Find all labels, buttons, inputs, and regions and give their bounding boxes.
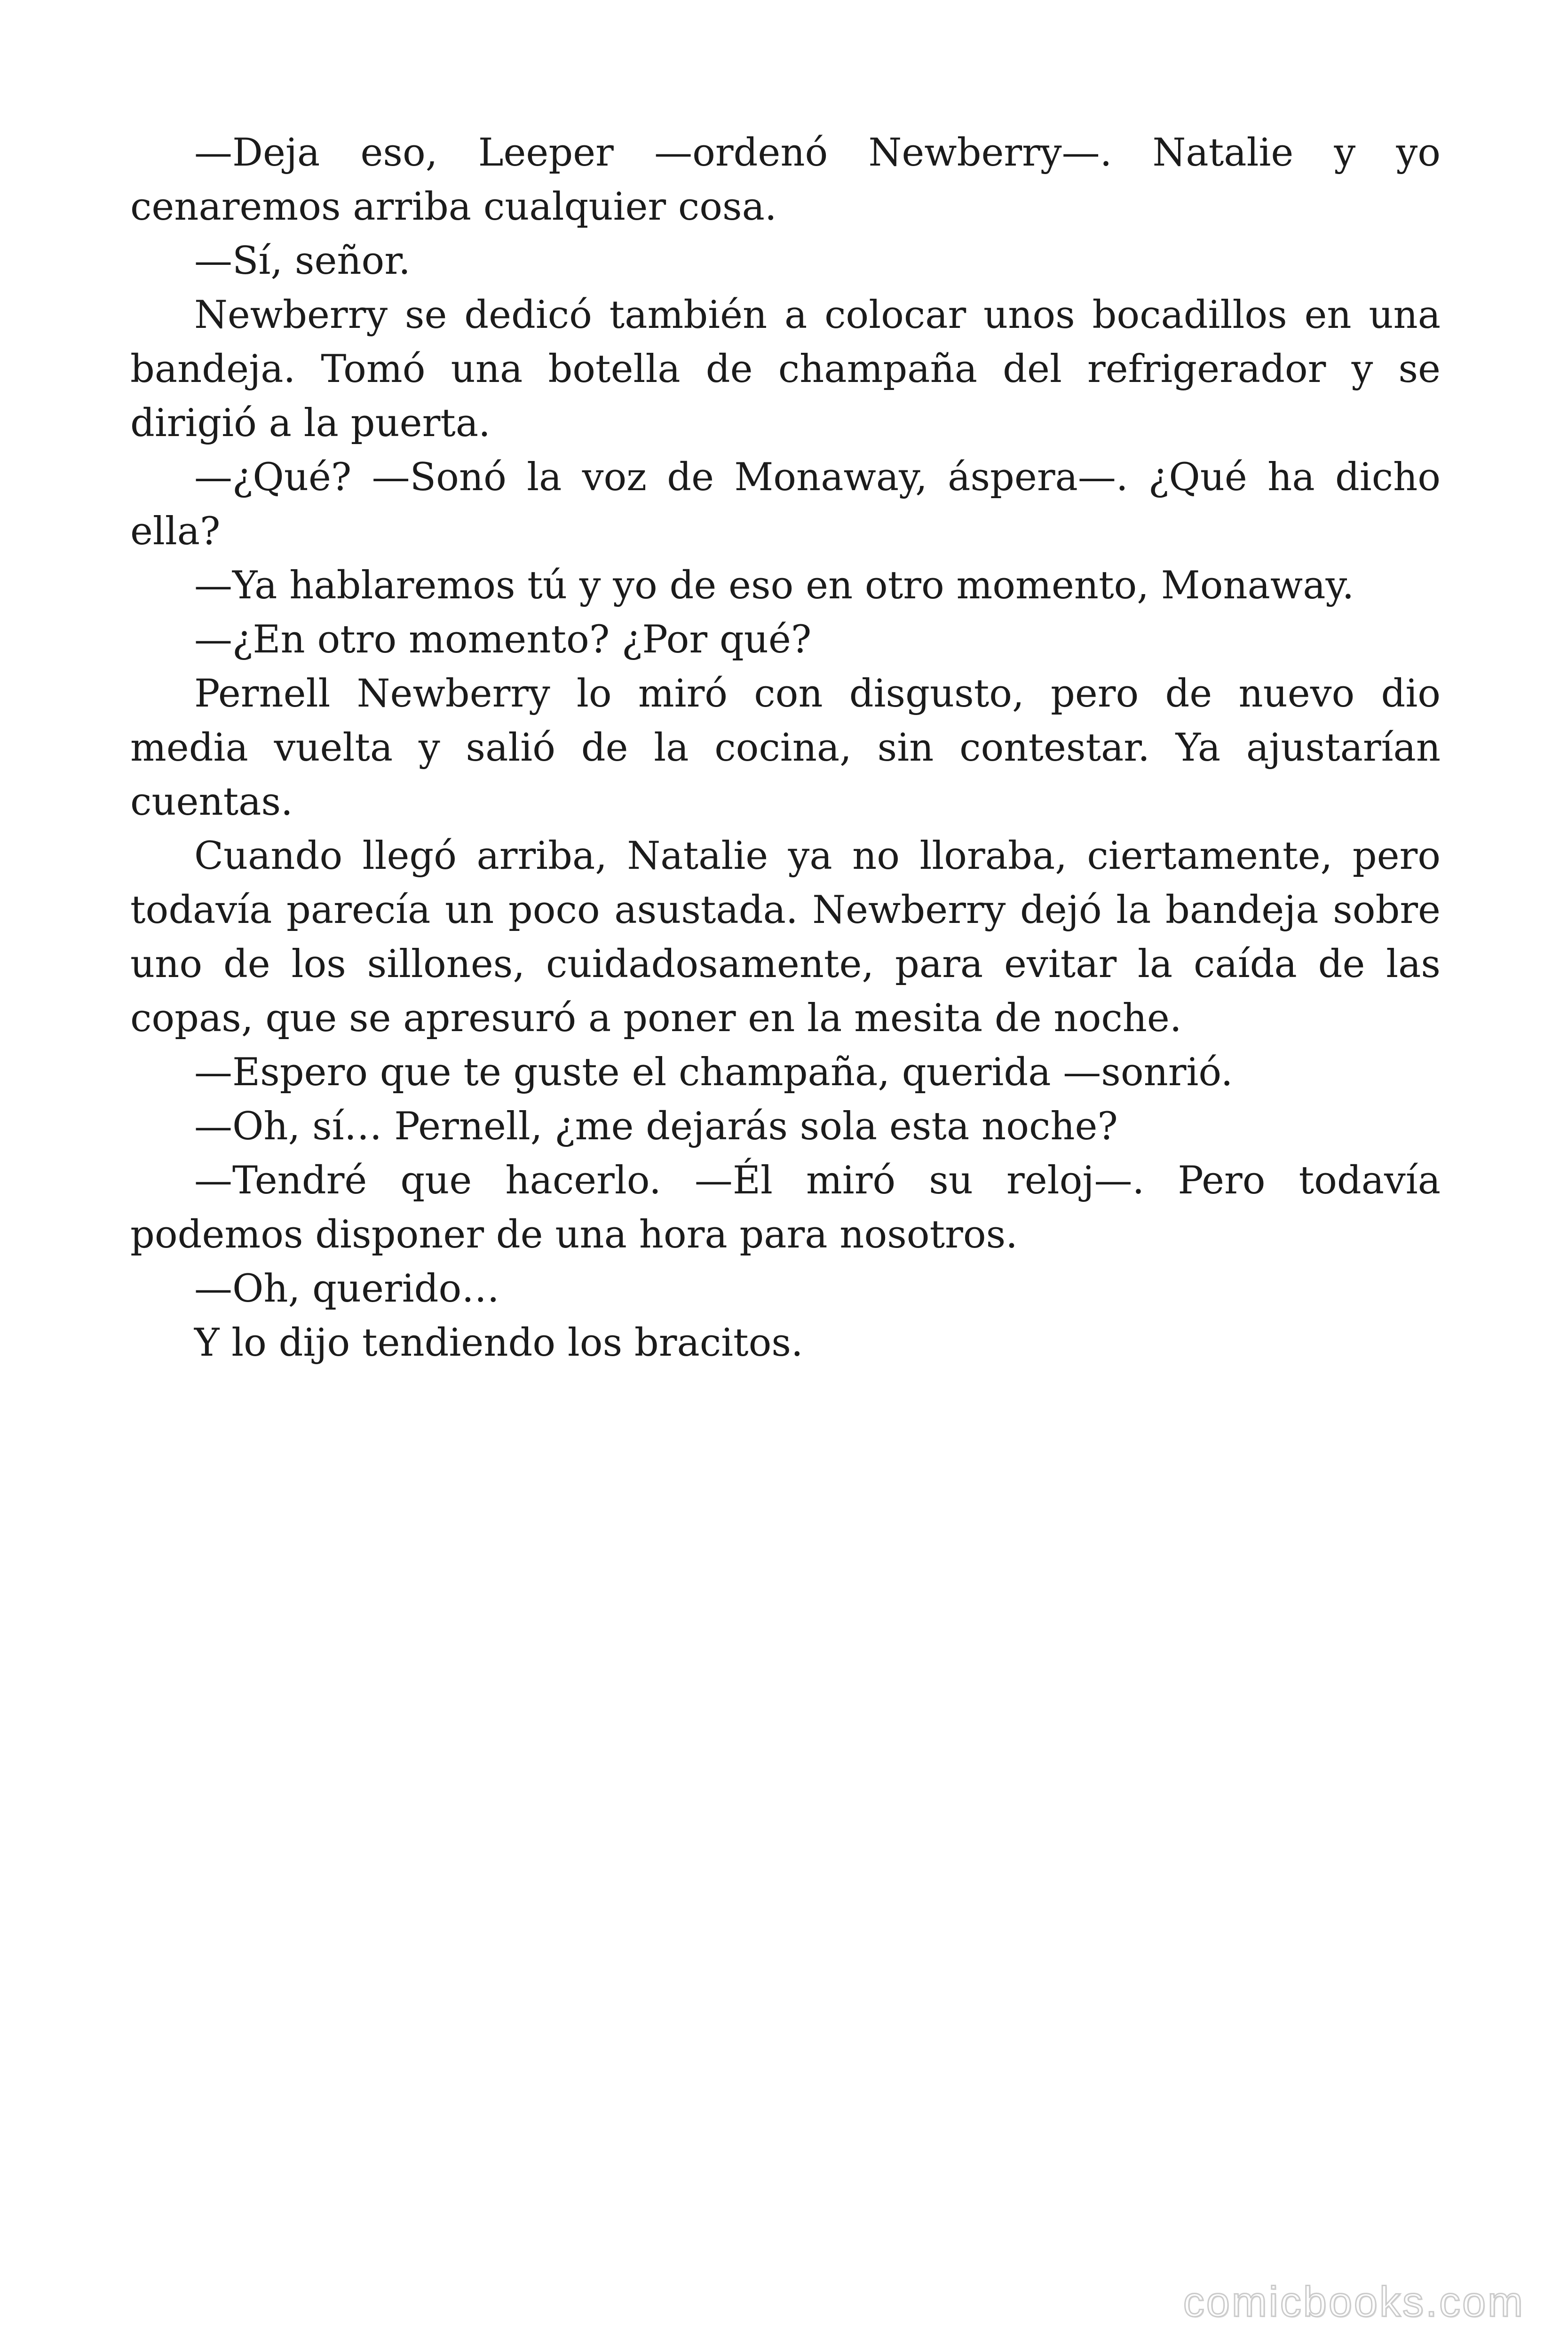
page-body-text: [130, 126, 1441, 1370]
paragraph: —¿Qué? —Sonó la voz de Monaway, áspera—. ¿Qué ha dicho ella?: [130, 455, 1441, 554]
paragraph: Y lo dijo tendiendo los bracitos.: [194, 1321, 803, 1365]
paragraph: —Espero que te guste el champaña, querida —sonrió.: [194, 1050, 1233, 1095]
paragraph: —Tendré que hacerlo. —Él miró su reloj—. Pero todavía podemos disponer de una hora para nosotros.: [130, 1159, 1441, 1257]
watermark: comicbooks.com: [1183, 2279, 1525, 2326]
paragraph: Newberry se dedicó también a colocar unos bocadillos en una bandeja. Tomó una botella de champaña del refrigerador y se dirigió a la puerta.: [130, 293, 1441, 445]
paragraph: —¿En otro momento? ¿Por qué?: [194, 618, 812, 662]
paragraph: Cuando llegó arriba, Natalie ya no lloraba, ciertamente, pero todavía parecía un poco asustada. Newberry dejó la bandeja sobre uno de los sillones, cuidadosamente, para evitar la caída de las copas, que se apresuró a poner en la mesita de noche.: [130, 834, 1441, 1041]
paragraph: —Ya hablaremos tú y yo de eso en otro momento, Monaway.: [194, 564, 1354, 608]
paragraph: —Deja eso, Leeper —ordenó Newberry—. Natalie y yo cenaremos arriba cualquier cosa.: [130, 131, 1441, 229]
paragraph: —Oh, sí… Pernell, ¿me dejarás sola esta noche?: [194, 1104, 1118, 1149]
paragraph: —Sí, señor.: [194, 239, 411, 283]
paragraph: —Oh, querido…: [194, 1267, 500, 1311]
paragraph: Pernell Newberry lo miró con disgusto, pero de nuevo dio media vuelta y salió de la cocina, sin contestar. Ya ajustarían cuentas.: [130, 672, 1441, 824]
